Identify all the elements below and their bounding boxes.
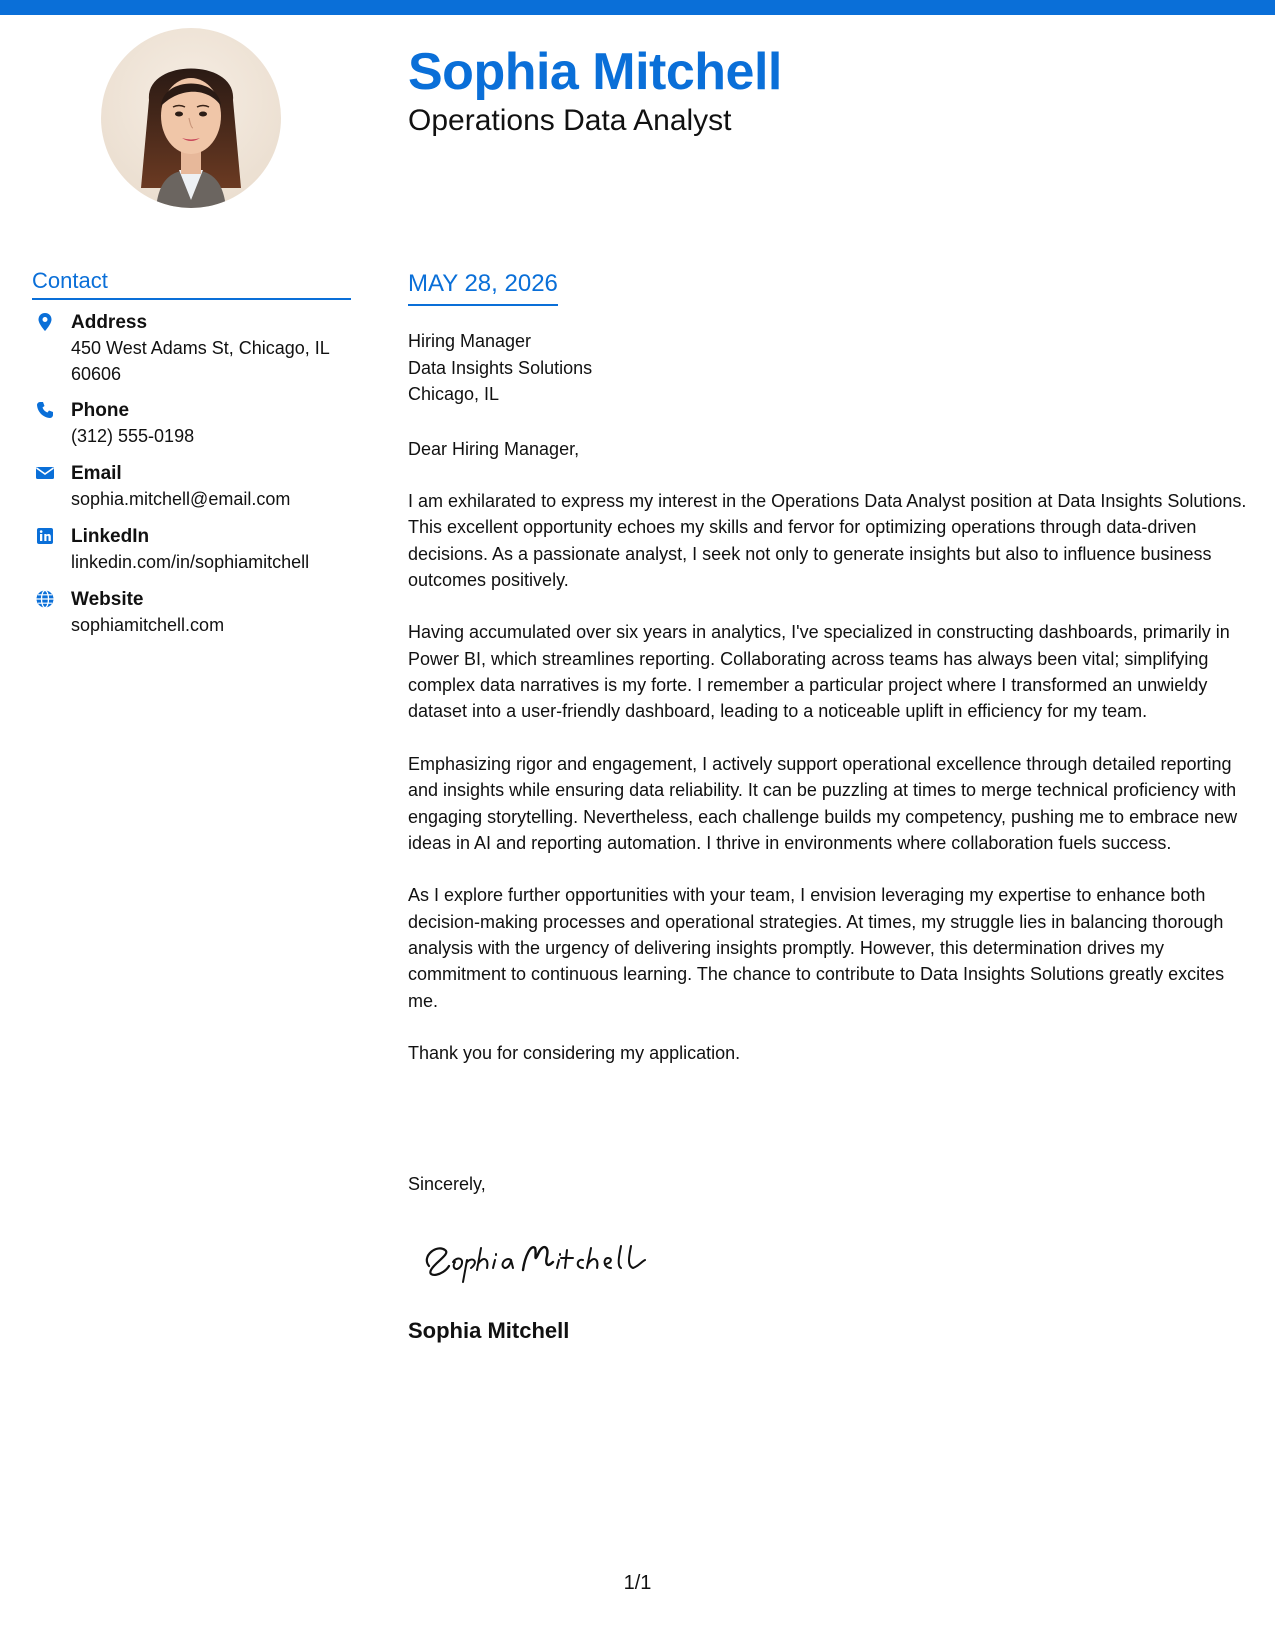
contact-label: Email [71,463,122,484]
contact-item-linkedin [32,524,362,587]
page-number: 1/1 [623,1572,652,1594]
signer-name: Sophia Mitchell [408,1318,570,1343]
contact-label: Website [71,589,144,610]
contact-value: 450 West Adams St, Chicago, IL 60606 [71,338,330,384]
contact-item-website [32,587,362,638]
body-paragraph: Having accumulated over six years in analytics, I've specialized in constructing dashboards, primarily in Power BI, which streamlines reporting. Collaborating across teams has always been vital; simplifying complex data narratives is my forte. I remember a particular project where I transformed an unwieldy dataset into a user-friendly dashboard, leading to a noticeable uplift in efficiency for my team. [408,622,1230,722]
map-pin-icon [35,312,55,332]
contact-label: Phone [71,400,130,421]
recipient-line: Data Insights Solutions [408,357,593,378]
recipient-block [408,328,592,408]
body-paragraph: Emphasizing rigor and engagement, I actively support operational excellence through detailed reporting and insights while ensuring data reliability. It can be puzzling at times to merge technical proficiency with engaging storytelling. Nevertheless, each challenge builds my competency, pushing me to embrace new ideas in AI and reporting automation. I thrive in environments where collaboration fuels success. [408,753,1238,853]
contact-heading: Contact [32,268,351,300]
recipient-line: Hiring Manager [408,331,532,351]
candidate-name: Sophia Mitchell [408,43,782,101]
contact-label: LinkedIn [71,526,150,547]
job-title: Operations Data Analyst [408,104,732,137]
body-paragraph: I am exhilarated to express my interest in the Operations Data Analyst position at Data Insights Solutions. This excellent opportunity echoes my skills and fervor for optimizing operations through data-driven decisions. As a passionate analyst, I seek not only to generate insights but also to influence business outcomes positively. [408,491,1247,590]
contact-list [32,310,362,638]
contact-value: sophia.mitchell@email.com [71,489,291,509]
contact-item-email [32,461,362,524]
salutation: Dear Hiring Manager, [408,439,580,459]
letter-date: MAY 28, 2026 [408,270,558,306]
letter-body [408,488,1248,1093]
phone-icon [35,400,55,420]
body-paragraph: As I explore further opportunities with your team, I envision leveraging my expertise to enhance both decision-making processes and operational strategies. At times, my struggle lies in balancing thorough analysis with the urgency of delivering insights promptly. However, this determination drives my commitment to continuous learning. The chance to contribute to Data Insights Solutions greatly excites me. [408,885,1225,1011]
globe-icon [35,589,55,609]
linkedin-icon [35,526,55,546]
recipient-line: Chicago, IL [408,384,500,404]
contact-value: sophiamitchell.com [71,615,225,635]
contact-label: Address [71,312,148,333]
body-paragraph: Thank you for considering my application. [408,1043,741,1064]
closing: Sincerely, [408,1174,486,1194]
contact-item-phone [32,398,362,461]
contact-value: (312) 555-0198 [71,426,195,446]
handwritten-signature [415,1226,675,1286]
profile-photo [101,28,281,208]
contact-item-address [32,310,362,398]
envelope-icon [35,463,55,483]
top-accent-bar [0,0,1275,15]
contact-value: linkedin.com/in/sophiamitchell [71,552,310,572]
